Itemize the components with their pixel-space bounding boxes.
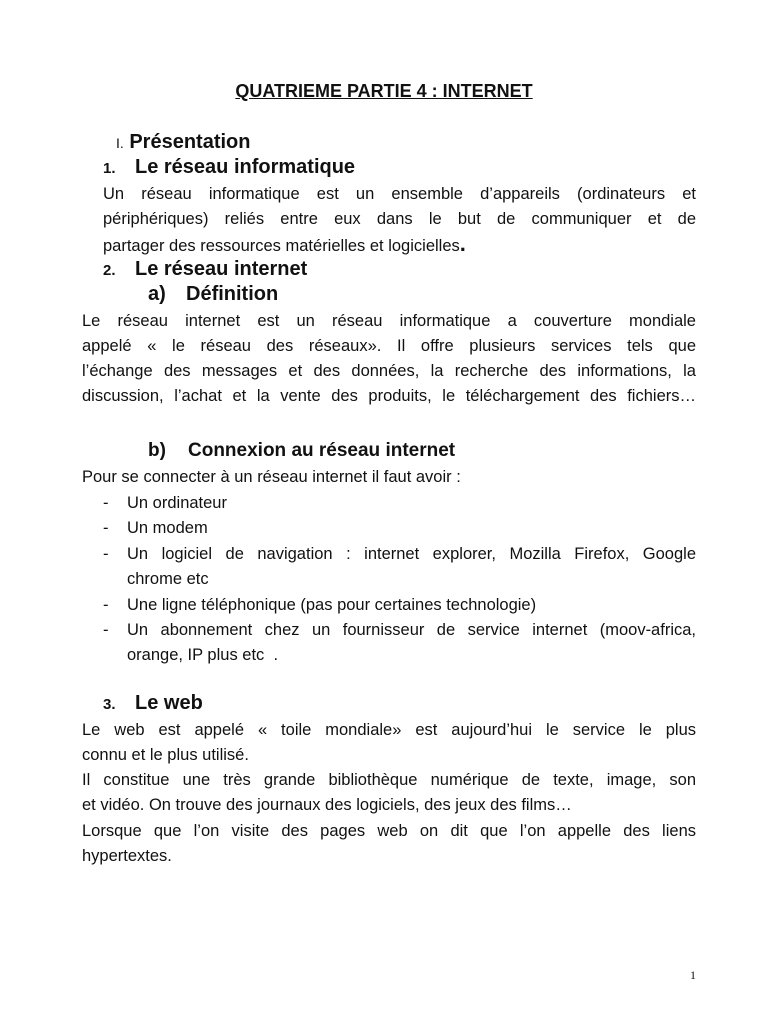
heading-number: 1. bbox=[103, 160, 116, 177]
heading-definition bbox=[148, 283, 278, 306]
paragraph-line: Un réseau informatique est un ensemble d’appareils (ordinateurs et bbox=[103, 185, 696, 203]
paragraph-line: l’échange des messages et des données, la recherche des informations, la bbox=[82, 362, 696, 380]
heading-reseau-internet bbox=[103, 258, 307, 281]
paragraph-line: et vidéo. On trouve des journaux des logiciels, des jeux des films… bbox=[82, 796, 572, 814]
heading-web bbox=[103, 692, 203, 715]
list-item: Un logiciel de navigation : internet explorer, Mozilla Firefox, Google bbox=[127, 545, 696, 563]
list-bullet: - bbox=[103, 519, 109, 537]
paragraph-line: périphériques) reliés entre eux dans le but de communiquer et de bbox=[103, 210, 696, 228]
list-item: Un modem bbox=[127, 519, 208, 537]
list-bullet: - bbox=[103, 494, 109, 512]
heading-number: b) bbox=[148, 440, 166, 461]
list-bullet: - bbox=[103, 545, 109, 563]
paragraph-line: Le web est appelé « toile mondiale» est aujourd’hui le service le plus bbox=[82, 721, 696, 739]
list-item-continuation: orange, IP plus etc . bbox=[127, 646, 279, 664]
heading-label: Le web bbox=[135, 692, 203, 714]
heading-number: I. bbox=[116, 135, 124, 151]
paragraph-line: appelé « le réseau des réseaux». Il offre plusieurs services tels que bbox=[82, 337, 696, 355]
page-number: 1 bbox=[690, 968, 696, 982]
list-item: Un abonnement chez un fournisseur de service internet (moov-africa, bbox=[127, 621, 696, 639]
list-item: Une ligne téléphonique (pas pour certaines technologie) bbox=[127, 596, 537, 614]
paragraph-line: connu et le plus utilisé. bbox=[82, 746, 249, 764]
heading-label: Définition bbox=[186, 283, 279, 305]
list-item-continuation: chrome etc bbox=[127, 570, 209, 588]
heading-number: 3. bbox=[103, 696, 116, 713]
paragraph-line: discussion, l’achat et la vente des produits, le téléchargement des fichiers… bbox=[82, 387, 696, 405]
heading-label: Le réseau internet bbox=[135, 258, 308, 280]
heading-label: Le réseau informatique bbox=[135, 156, 356, 178]
heading-connexion bbox=[148, 440, 455, 462]
paragraph-line: hypertextes. bbox=[82, 847, 172, 865]
page-title: QUATRIEME PARTIE 4 : INTERNET bbox=[235, 81, 533, 101]
paragraph-line: Le réseau internet est un réseau informatique a couverture mondiale bbox=[82, 312, 696, 330]
heading-number: a) bbox=[148, 283, 166, 305]
heading-presentation bbox=[116, 131, 251, 154]
heading-label: Connexion au réseau internet bbox=[188, 440, 456, 461]
paragraph-line bbox=[103, 232, 466, 258]
heading-label: Présentation bbox=[129, 131, 251, 153]
list-item: Un ordinateur bbox=[127, 494, 227, 512]
list-bullet: - bbox=[103, 596, 109, 614]
paragraph-line: Il constitue une très grande bibliothèque numérique de texte, image, son bbox=[82, 771, 696, 789]
paragraph-text: partager des ressources matérielles et logicielles bbox=[103, 237, 460, 255]
list-bullet: - bbox=[103, 621, 109, 639]
paragraph-end-mark: . bbox=[459, 231, 466, 256]
heading-number: 2. bbox=[103, 262, 116, 279]
heading-reseau-informatique bbox=[103, 156, 355, 179]
paragraph-line: Lorsque que l’on visite des pages web on dit que l’on appelle des liens bbox=[82, 822, 696, 840]
list-intro: Pour se connecter à un réseau internet il faut avoir : bbox=[82, 468, 461, 486]
